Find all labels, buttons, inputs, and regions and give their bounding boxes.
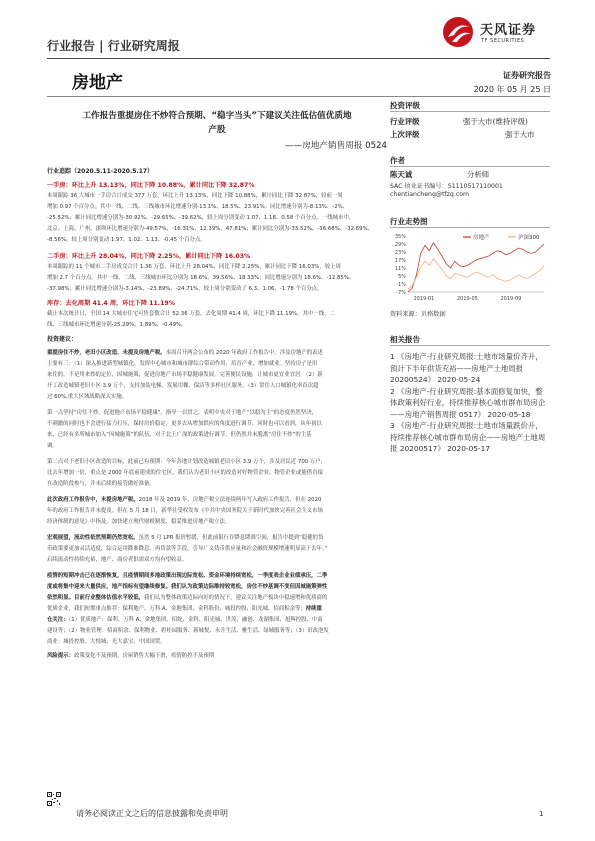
body-line: -37.98%；累计同比增速分别为-3.14%、-23.89%、-24.71%，较上周分别变动了 6.3、1.06、-1.78 个百分点。 xyxy=(47,286,323,292)
chart-heading: 行业走势图 xyxy=(390,217,428,226)
body-line: 截止本次统计日，全国 14 大城市住宅可售套数合计 52.36 万套，去化周期 41.4 周，环比下降 11.19%。其中一线、二 xyxy=(47,311,335,317)
body-line: 度或将集中迎来大量供应，地产指标有望继续修复。我们认为政策边际维持较宽松，房住不炒基调不变但因城施策弹性 xyxy=(47,584,328,590)
related-reports-list xyxy=(390,351,550,455)
body-text: 本周召开两会公布的 2020 年政府工作报告中，涉及房地产的表述 xyxy=(165,350,323,356)
body-line: 来住的，不是用来炒的定位，因城施策，促进房地产市场平稳健康发展。完善便民设施，让城市更宜业宜居。（2）新 xyxy=(47,372,323,378)
body-line xyxy=(47,533,380,544)
body-text: 虽然 5 月 LPR 报价暂缓，但此前银行存降息降准空间，报告中提到“稳健的货 xyxy=(138,535,324,541)
body-line: 在改造阶段参与，并未后续的接管做好准备。 xyxy=(47,481,155,487)
page-number: 1 xyxy=(539,810,544,818)
y-tick-label: -1% xyxy=(396,281,406,288)
body-line: 币政策要更加灵活适度，综合运用降准降息、再贷款等手段，引导广义货币供应量和社会融资规模增速明显高于去年。” xyxy=(47,546,328,552)
previous-rating-label: 上次评级 xyxy=(390,130,420,139)
industry-rating-label: 行业评级 xyxy=(390,117,420,126)
report-subtitle: ——房地产销售周报 0524 xyxy=(285,141,387,151)
body-line: 线、三线城市环比增速分别-25.29%、1.89%、-0.49%。 xyxy=(47,322,187,328)
report-title xyxy=(47,109,387,137)
trend-chart xyxy=(390,230,550,302)
previous-rating-value: 强于大市 xyxy=(505,130,535,139)
body-line: 来，已经有多所城市加入“因城施策”的队伍，对于北上广深的政策进行调节，但仍然并未脱离“房住不炒”的主基 xyxy=(47,432,312,438)
period-label: 行业追踪（2020.5.11-2020.5.17） xyxy=(47,168,154,175)
risk-heading: 风险提示： xyxy=(47,653,74,659)
body-line: 本周跟踪的 11 个城市二手房成交合计 1.36 万套，环比上升 28.04%，同比下降 2.25%，累计同比下降 16.03%，较上周 xyxy=(47,264,341,270)
body-line: 主要有三：（1）深入推进新型城镇化。发挥中心城市和城市群综合带动作用，培育产业、增加就业。坚持房子是用 xyxy=(47,361,318,367)
body-line xyxy=(47,348,380,359)
body-line: 第一点坚持“房住不炒，促进地产市场平稳健康”，指导一以贯之，表明中央对于地产“以稳为主”的态度仍然坚决， xyxy=(47,410,317,416)
body-line: 比去年增加一倍，重点是 2000 年底前建成的住宅区。我们认为老旧小区的改造对好物管企业，物管企业或能借直接 xyxy=(47,470,323,476)
y-tick-label: 23% xyxy=(394,249,406,256)
body-text: 2018 年及 2019 年，房地产税立法连续两年写入政府工作报告，但在 2020 xyxy=(138,497,322,503)
risk-text: 政策变化不及预期，房屋销售大幅下滑，疫情防控不及预期 xyxy=(73,653,215,659)
body-line: 北京、上海、广州、深圳环比增速分别为-49.57%、-16.31%、12.39%、47.81%；累计同比分别为-33.52%、-36.68%、-32.69%、 xyxy=(47,226,374,232)
related-report-item[interactable]: 2 《房地产-行业研究周报:基本面修复加快，整体政策利好行业，持续推荐核心城市群布局房企 ——房地产销售周报 0517》 2020-05-18 xyxy=(390,386,546,419)
author-name: 陈天诚 xyxy=(390,170,413,179)
rating-heading: 投资评级 xyxy=(390,101,420,110)
body-line: 调。 xyxy=(47,443,58,449)
header-divider xyxy=(47,58,550,59)
author-heading: 作者 xyxy=(390,156,405,165)
body-text: 我们认为整体政策边际向好的情况下，建议关注地产板块中稳速增和优质商的 xyxy=(144,595,328,601)
investment-advice-heading: 投资建议： xyxy=(47,336,78,343)
title-line-2: 产股 xyxy=(208,125,226,135)
qr-code-icon xyxy=(47,792,61,806)
y-tick-label: 5% xyxy=(398,273,406,280)
company-logo xyxy=(440,13,550,53)
body-line xyxy=(47,604,380,615)
report-date: 2020 年 05 月 25 日 xyxy=(473,85,551,94)
report-type: 证券研究报告 xyxy=(503,71,551,80)
body-line: 开工改造城镇老旧小区 3.9 万个，支持加装电梯，发展用餐、保洁等多样社区服务。（3）常住人口城镇化率首次超 xyxy=(47,383,319,389)
author-role: 分析师 xyxy=(467,170,490,179)
series-line-1 xyxy=(408,259,544,290)
section-inventory-heading: 库存：去化周期 41.4 周，环比下降 11.19% xyxy=(47,300,175,307)
highlight-text: 持续重 xyxy=(305,606,322,612)
author-divider xyxy=(390,166,550,167)
author-certificate: SAC 执业证书编号：S1110517110001 xyxy=(390,183,503,190)
title-line-1: 工作报告重提房住不炒符合预期、“稳字当头”下建议关注低估值优质地 xyxy=(82,111,352,121)
body-line: 本周跟踪 36 大城市一手房合计成交 377 万套，环比上升 13.13%，同比下降 10.88%，累计同比下降 32.87%，较前一周 xyxy=(47,193,343,199)
body-line: 不刺激的同时也不会进行猛力打压，保持房价稳定，更多去从增加供应的角度进行调节。同时也可以看到，从年初以 xyxy=(47,421,322,427)
chart-source: 资料来源：贝格数据 xyxy=(390,311,446,318)
body-line: 启续流动性持续充裕，地产、商房者供需双方均有望收益。 xyxy=(47,557,188,563)
body-line: 商业：城投控股、大悦城、光大嘉宝、中国国贸。 xyxy=(47,639,166,645)
body-line: 年的政府工作报告并未提及。但在 5 月 18 日，新华社受权发布《中共中央国务院关于新时代加快完善社会主义市场 xyxy=(47,508,323,514)
related-report-item[interactable]: 3 《房地产-行业研究周报:土地市场量跌价升，持续推荐核心城市群布局房企——房地产土地周报 20200517》 2020-05-17 xyxy=(390,421,546,453)
legend-label: 沪深300 xyxy=(518,235,540,241)
author-email[interactable]: chentiancheng@tfzq.com xyxy=(390,191,470,198)
logo-text-en: TF SECURITIES xyxy=(481,38,525,44)
body-line: 增加 0.97 个百分点。其中一线、二线、三线城市环比增速分别-13.1%、18.5%、23.91%；同比增速分别为-8.13%、-2%、 xyxy=(47,204,349,210)
highlight-text: 此次政府工作报告中，未提房地产税。 xyxy=(47,497,139,503)
body-line: -25.52%；累计同比增速分别为-30.92%、-29.65%、-39.62%，较上周分别变动 1.07、1.18、0.58 个百分点。一线城市中， xyxy=(47,215,355,221)
logo-mark-icon xyxy=(440,15,476,49)
report-category: 行业报告 | 行业研究周报 xyxy=(47,39,180,53)
section-second-hand-heading: 二手房：环比上升 28.04%，同比下降 2.25%，累计同比下降 16.03% xyxy=(47,253,251,260)
logo-text-cn: 天风证券 xyxy=(480,23,537,38)
industry-rating-value: 强于大市(维持评级) xyxy=(463,117,528,126)
body-line xyxy=(47,615,380,626)
disclaimer-note: 请务必阅读正文之后的信息披露和免责申明 xyxy=(76,809,228,818)
body-line: 经济体制的意见》中指及，加快建立现代财税制度，稳妥推进房地产税立法。 xyxy=(47,519,231,525)
body-line: 疫情的短期冲击已在逐渐恢复，且疫情期间多地政策出现边际宽松、资金环境持续宽松，一季度表企业业绩承压，二季 xyxy=(47,573,328,579)
risk-line xyxy=(47,651,380,662)
body-line: 过 60%,重大区域战略深入实施。 xyxy=(47,394,128,400)
highlight-text: 依然明显。目前行业整体估值水平较低， xyxy=(47,595,145,601)
body-line: 建设等；（2）物业管理：招商积余、保利物业、碧桂园服务、新城悦、永升生活、雅生活、绿城服务等；（3）旧改泡发 xyxy=(47,628,329,634)
y-tick-label: 35% xyxy=(394,233,406,240)
related-report-item[interactable]: 1 《房地产-行业研究周报:土地市场量价齐升，预计下半年供货充裕——房地产土地周报 20200524》 2020-05-24 xyxy=(390,352,543,384)
x-tick-label: 2019-05 xyxy=(456,296,478,302)
y-tick-label: 11% xyxy=(394,265,406,272)
report-body xyxy=(47,166,380,662)
y-tick-label: 17% xyxy=(394,257,406,264)
body-line xyxy=(47,495,380,506)
body-line xyxy=(47,593,380,604)
chart-divider xyxy=(390,227,550,228)
body-line: -8.56%，较上周分别变动 1.97、1.02、1.13、-0.45 个百分点。 xyxy=(47,237,206,243)
y-tick-label: 29% xyxy=(394,241,406,248)
title-divider xyxy=(47,96,550,97)
body-line: 第二点对于老旧小区改造的目标，此前已有预期：今年各地计划改造城镇老旧小区 3.9 万个，涉及居民近 700 万户， xyxy=(47,459,327,465)
body-text: （1）优质地产：保利、万科 A、金地集团、招蛇、金科、阳光城、世茂、融创、龙湖集团、旭辉控股、中南 xyxy=(68,617,323,623)
highlight-text: 宏观展望，流动性依然预期仍然宽松。 xyxy=(47,535,139,541)
related-divider xyxy=(390,345,550,346)
series-line-0 xyxy=(408,243,544,292)
y-tick-label: -7% xyxy=(396,289,406,296)
rating-divider xyxy=(390,111,550,112)
section-new-home-heading: 一手房：环比上升 13.13%，同比下降 10.88%，累计同比下降 32.87% xyxy=(47,182,255,189)
x-tick-label: 2019-09 xyxy=(500,296,522,302)
x-tick-label: 2019-01 xyxy=(413,296,435,302)
body-line: 增加 2.7 个百分点。其中一线、二线、三线城市环比分别为 18.6%、39.56%、18.33%；同比增速分别为 18.6%、-12.85%、 xyxy=(47,275,355,281)
industry-name: 房地产 xyxy=(72,73,123,93)
legend-label: 房地产 xyxy=(473,235,490,241)
highlight-text: 重提房住不炒，老旧小区改造、未提及房地产税。 xyxy=(47,350,166,356)
related-reports-heading: 相关报告 xyxy=(390,335,420,344)
highlight-text: 仓关注： xyxy=(47,617,69,623)
body-text: 优质企业，我们短期重点推荐：保利地产、万科 A、金地集团、金科股份、城投控股、阳光城、招商积余等； xyxy=(47,606,306,612)
